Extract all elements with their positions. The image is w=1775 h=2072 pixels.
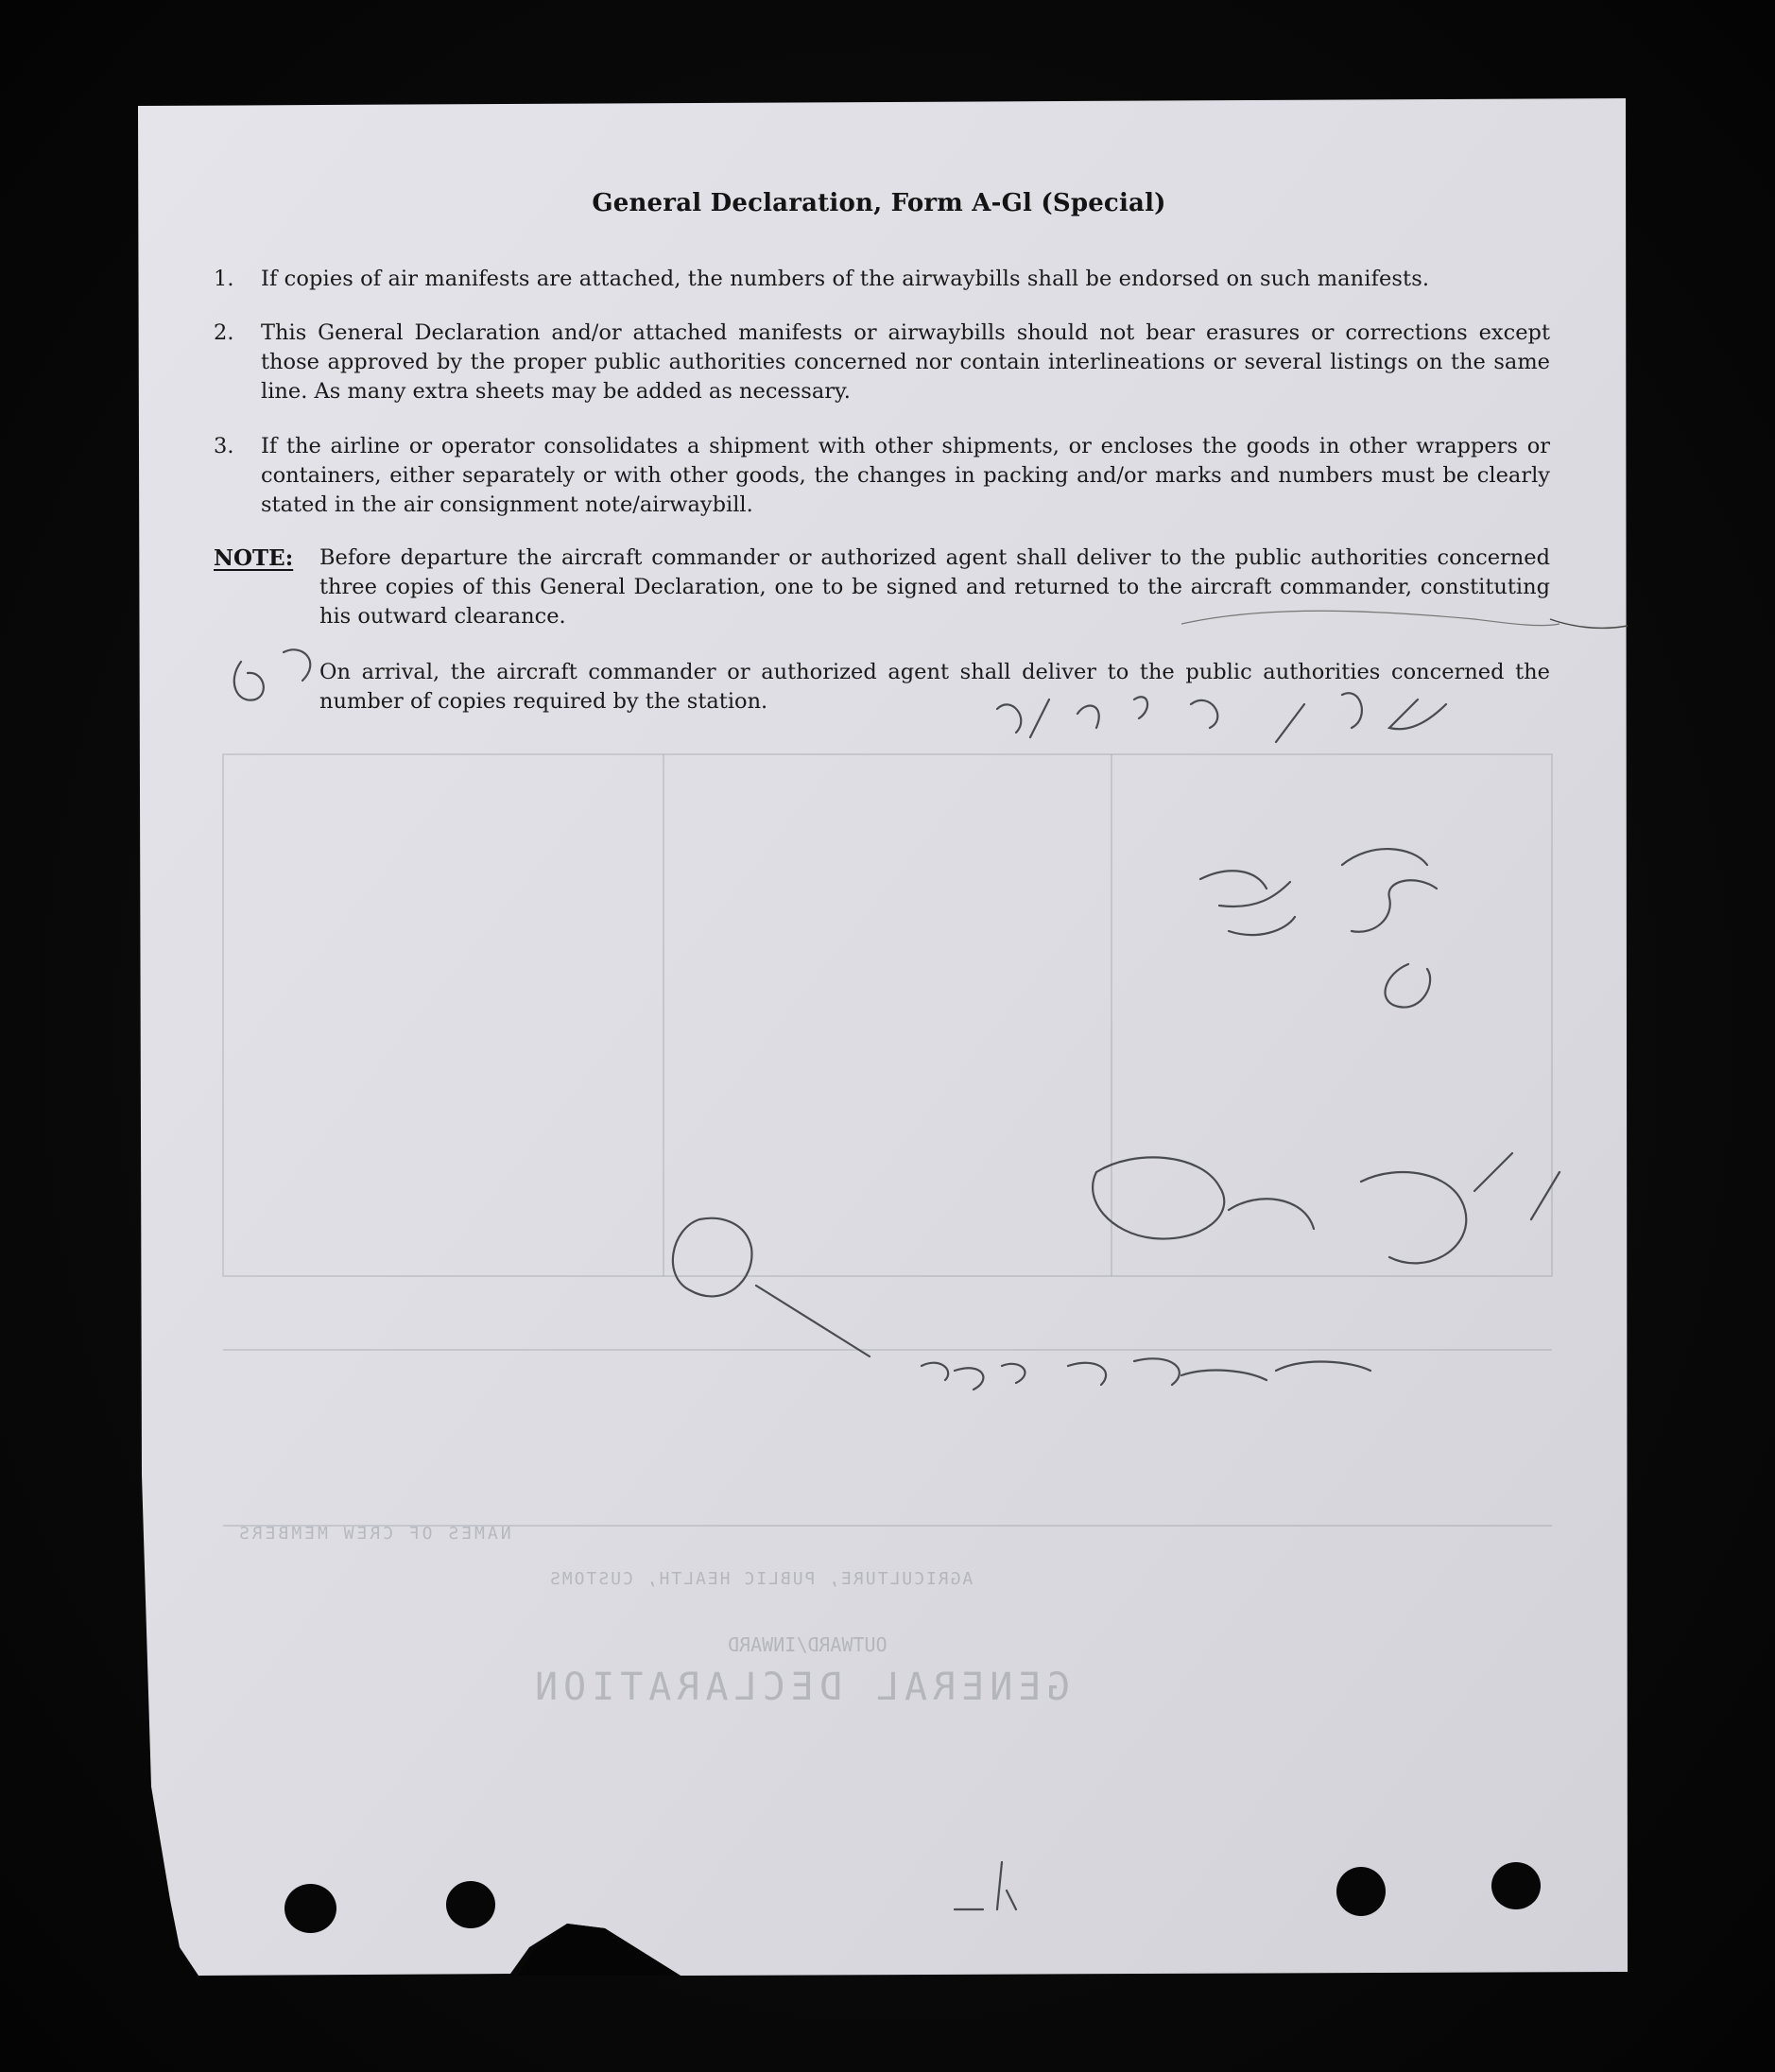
note-label: NOTE: — [214, 545, 294, 571]
item-text: If the airline or operator consolidates a shipment with other shipments, or encloses the goods in other wrappers or containers, either separately or with other goods, the changes in packing and/or marks and numbers must be clearly stated in the air consignment note/airwaybill. — [261, 434, 1550, 517]
document-title: General Declaration, Form A-Gl (Special) — [592, 189, 1166, 217]
punch-hole — [1491, 1862, 1541, 1909]
punch-hole — [446, 1881, 495, 1928]
punch-hole — [1336, 1867, 1386, 1916]
note-paragraph-2: On arrival, the aircraft commander or authorized agent shall deliver to the public authorities concerned the number of copies required by the station. — [319, 660, 1550, 714]
show-through-line-3: NAMES OF CREW MEMBERS — [236, 1524, 511, 1544]
item-text: This General Declaration and/or attached manifests or airwaybills should not bear erasures or corrections except those approved by the proper public authorities concerned nor contain interlineations or several listings on the same line. As many extra sheets may be added as necessary. — [261, 320, 1550, 404]
item-number: 3. — [214, 434, 234, 458]
item-number: 2. — [214, 320, 234, 345]
show-through-line-1: OUTWARD/INWARD — [728, 1633, 888, 1656]
show-through-heading: GENERAL DECLARATION — [529, 1666, 1070, 1709]
punch-hole — [284, 1884, 336, 1933]
show-through-line-2: AGRICULTURE, PUBLIC HEALTH, CUSTOMS — [548, 1569, 974, 1589]
item-number: 1. — [214, 267, 234, 291]
note-paragraph-1: Before departure the aircraft commander or authorized agent shall deliver to the public authorities concerned three copies of this General Declaration, one to be signed and returned to the aircraft commander, constituting his outward clearance. — [319, 545, 1550, 629]
item-text: If copies of air manifests are attached, the numbers of the airwaybills shall be endorsed on such manifests. — [261, 267, 1430, 291]
